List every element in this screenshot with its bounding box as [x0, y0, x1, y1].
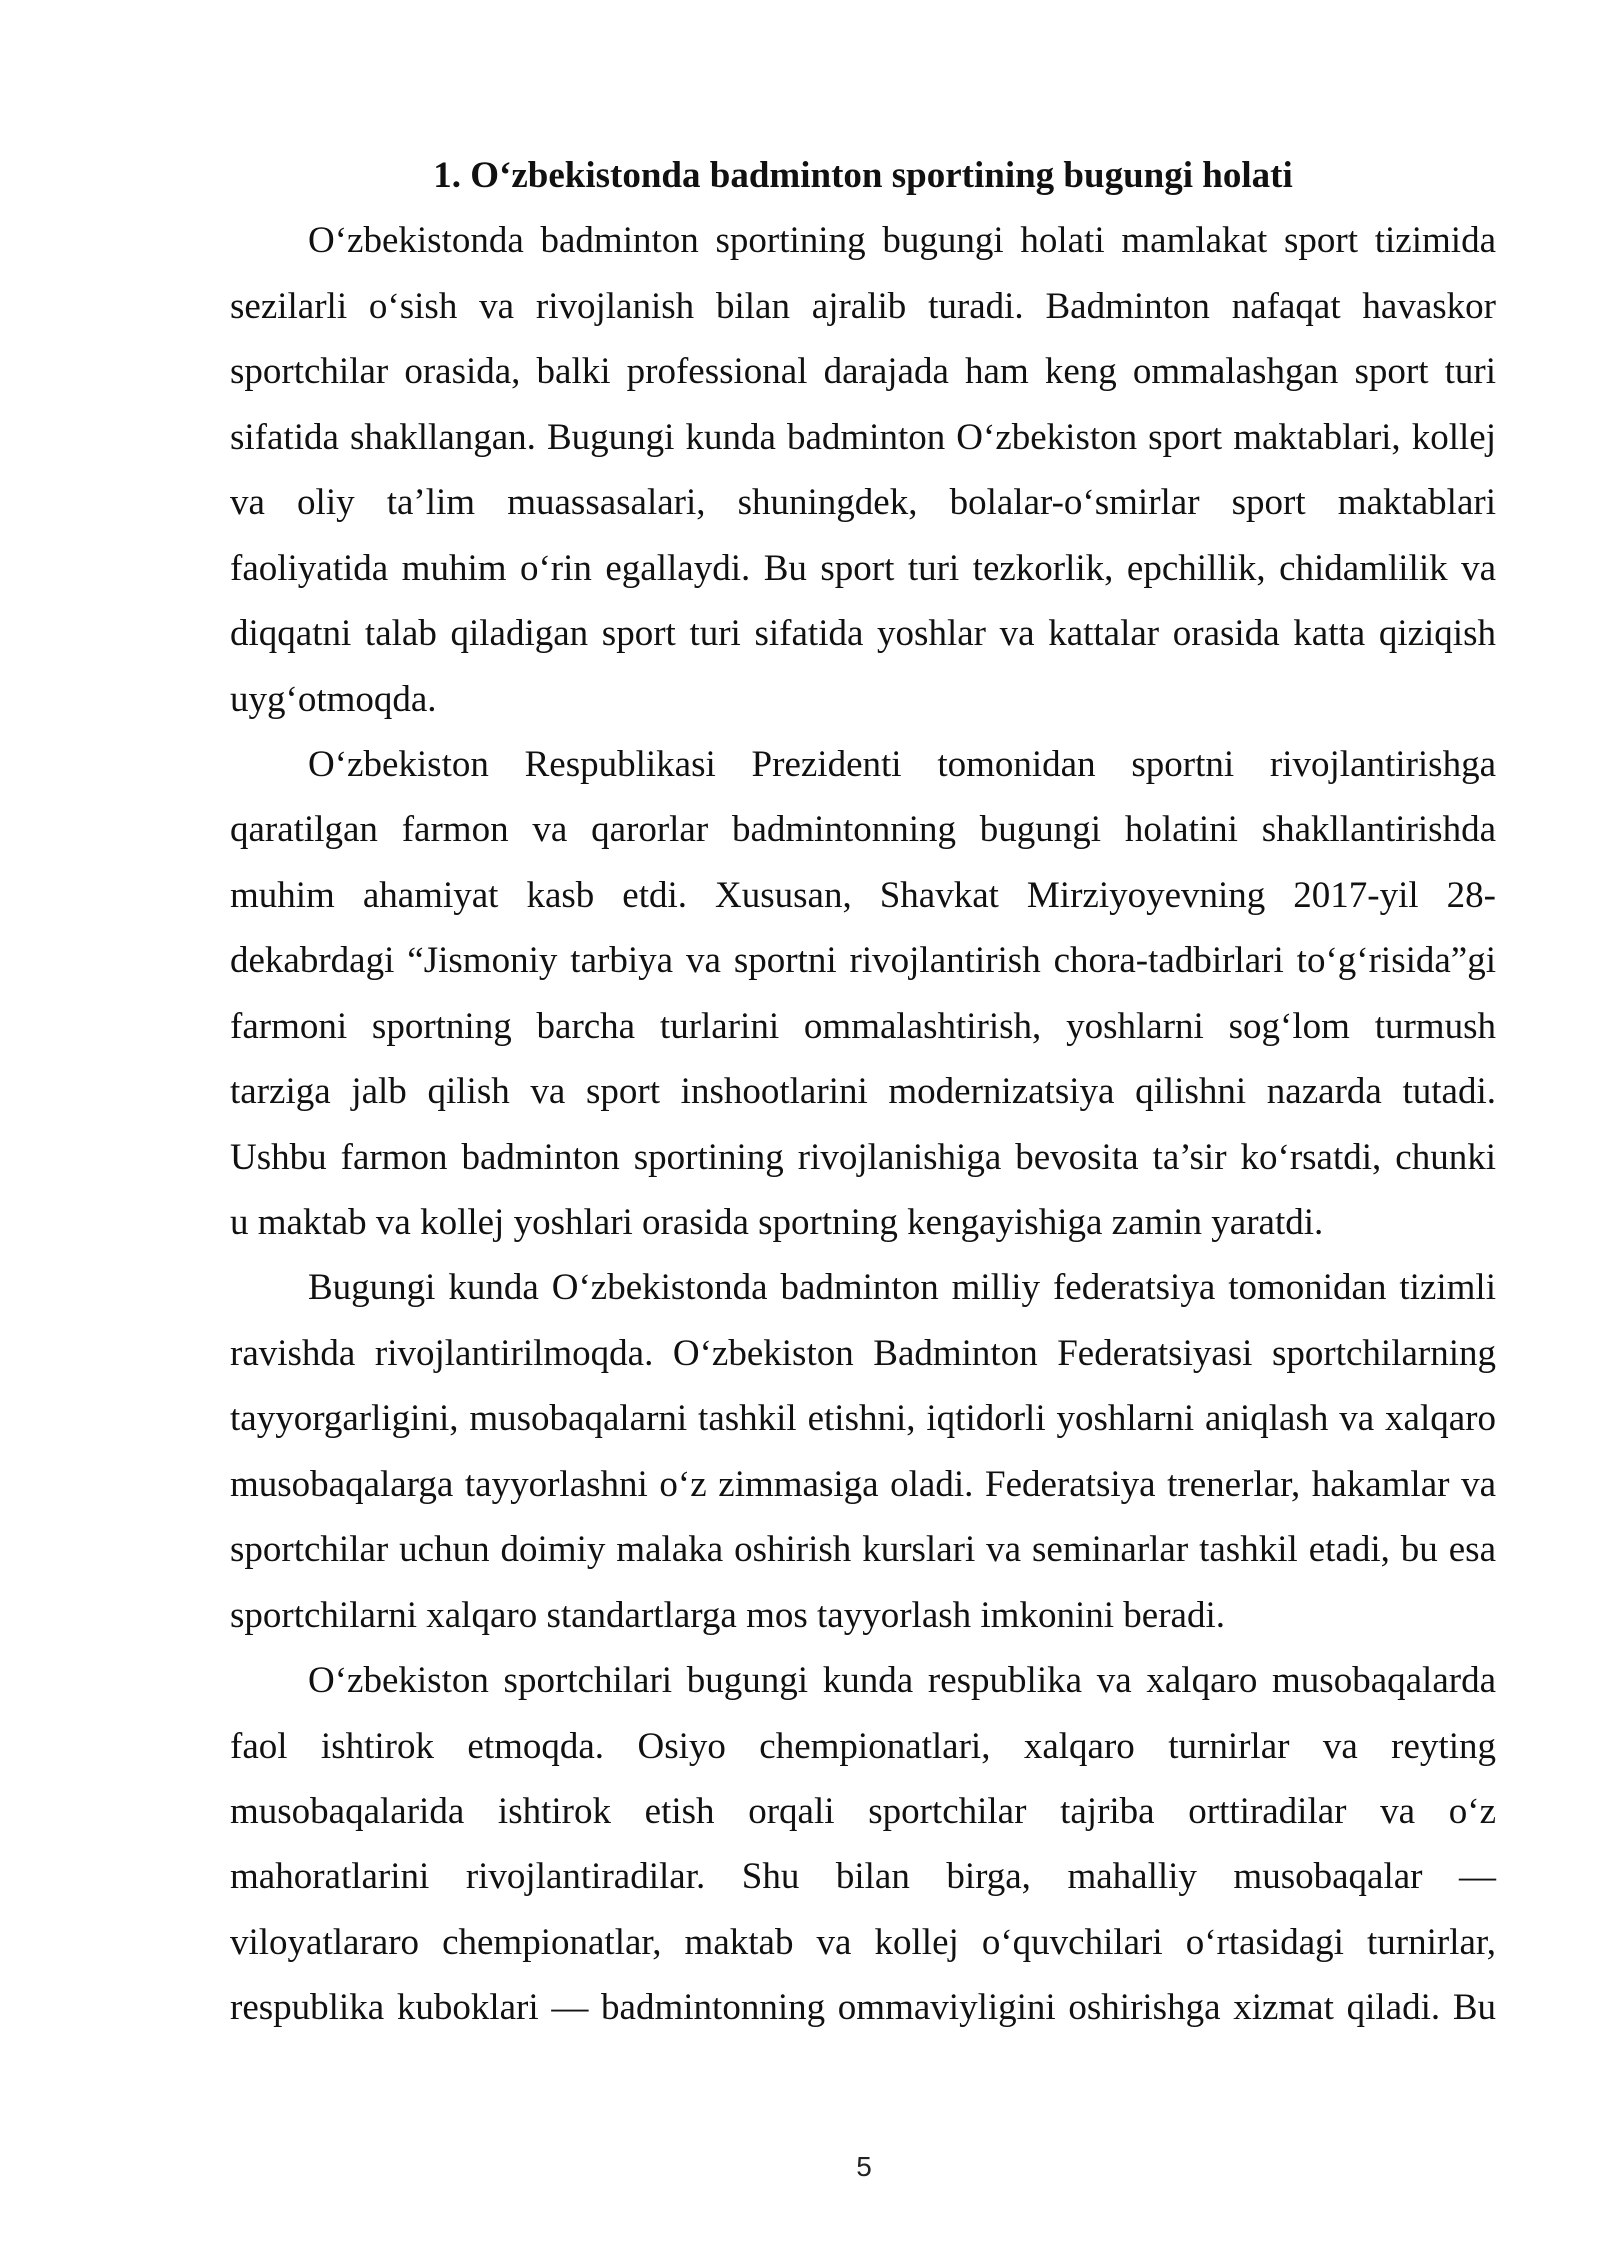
paragraph-line: Bugungi kunda O‘zbekistonda badminton milliy federatsiya tomonidan tizimli	[308, 1267, 1496, 1309]
paragraph-line: O‘zbekiston Respublikasi Prezidenti tomonidan sportni rivojlantirishga	[308, 743, 1496, 785]
paragraph-line: sportchilarni xalqaro standartlarga mos tayyorlash imkonini beradi.	[230, 1594, 1225, 1636]
paragraph-line: sezilarli o‘sish va rivojlanish bilan ajralib turadi. Badminton nafaqat havaskor	[230, 285, 1496, 327]
document-body	[230, 143, 1496, 2041]
paragraph-line: respublika kuboklari — badmintonning ommaviyligini oshirishga xizmat qiladi. Bu	[230, 1987, 1496, 2029]
paragraph-line: uyg‘otmoqda.	[230, 678, 437, 720]
paragraph	[230, 208, 1496, 732]
paragraph	[230, 732, 1496, 1256]
paragraph-line: musobaqalarga tayyorlashni o‘z zimmasiga oladi. Federatsiya trenerlar, hakamlar va	[230, 1463, 1496, 1505]
paragraph-line: va oliy ta’lim muassasalari, shuningdek, bolalar-o‘smirlar sport maktablari	[230, 482, 1496, 524]
page-number: 5	[856, 2151, 872, 2182]
paragraph-line: sifatida shakllangan. Bugungi kunda badminton O‘zbekiston sport maktablari, kollej	[230, 416, 1496, 458]
paragraph-line: faol ishtirok etmoqda. Osiyo chempionatlari, xalqaro turnirlar va reyting	[230, 1725, 1496, 1767]
paragraph-line: tayyorgarligini, musobaqalarni tashkil etishni, iqtidorli yoshlarni aniqlash va xalqaro	[230, 1398, 1496, 1440]
paragraph-line: muhim ahamiyat kasb etdi. Xususan, Shavkat Mirziyoyevning 2017-yil 28-	[230, 874, 1496, 916]
paragraph-line: Ushbu farmon badminton sportining rivojlanishiga bevosita ta’sir ko‘rsatdi, chunki	[230, 1136, 1496, 1178]
paragraph	[230, 1648, 1496, 2041]
paragraph-line: tarziga jalb qilish va sport inshootlarini modernizatsiya qilishni nazarda tutadi.	[230, 1071, 1496, 1113]
paragraph-line: u maktab va kollej yoshlari orasida sportning kengayishiga zamin yaratdi.	[230, 1202, 1324, 1243]
paragraph-line: sportchilar uchun doimiy malaka oshirish kurslari va seminarlar tashkil etadi, bu esa	[230, 1529, 1496, 1571]
paragraph-line: diqqatni talab qiladigan sport turi sifatida yoshlar va kattalar orasida katta qiziqish	[230, 613, 1496, 655]
section-heading: 1. O‘zbekistonda badminton sportining bugungi holati	[433, 155, 1293, 196]
paragraph-line: farmoni sportning barcha turlarini ommalashtirish, yoshlarni sog‘lom turmush	[230, 1005, 1496, 1047]
paragraph	[230, 1255, 1496, 1648]
paragraph-line: O‘zbekistonda badminton sportining bugungi holati mamlakat sport tizimida	[308, 220, 1496, 262]
paragraph-line: O‘zbekiston sportchilari bugungi kunda respublika va xalqaro musobaqalarda	[308, 1660, 1496, 1702]
paragraph-line: musobaqalarida ishtirok etish orqali sportchilar tajriba orttiradilar va o‘z	[230, 1790, 1496, 1832]
paragraph-line: viloyatlararo chempionatlar, maktab va kollej o‘quvchilari o‘rtasidagi turnirlar,	[230, 1921, 1496, 1963]
paragraph-line: qaratilgan farmon va qarorlar badmintonning bugungi holatini shakllantirishda	[230, 809, 1496, 851]
paragraph-line: mahoratlarini rivojlantiradilar. Shu bilan birga, mahalliy musobaqalar —	[230, 1856, 1496, 1898]
paragraph-line: faoliyatida muhim o‘rin egallaydi. Bu sport turi tezkorlik, epchillik, chidamlilik va	[230, 547, 1496, 589]
paragraph-line: sportchilar orasida, balki professional darajada ham keng ommalashgan sport turi	[230, 351, 1496, 393]
paragraph-line: ravishda rivojlantirilmoqda. O‘zbekiston Badminton Federatsiyasi sportchilarning	[230, 1332, 1496, 1374]
paragraph-line: dekabrdagi “Jismoniy tarbiya va sportni rivojlantirish chora-tadbirlari to‘g‘risida”gi	[230, 940, 1496, 982]
